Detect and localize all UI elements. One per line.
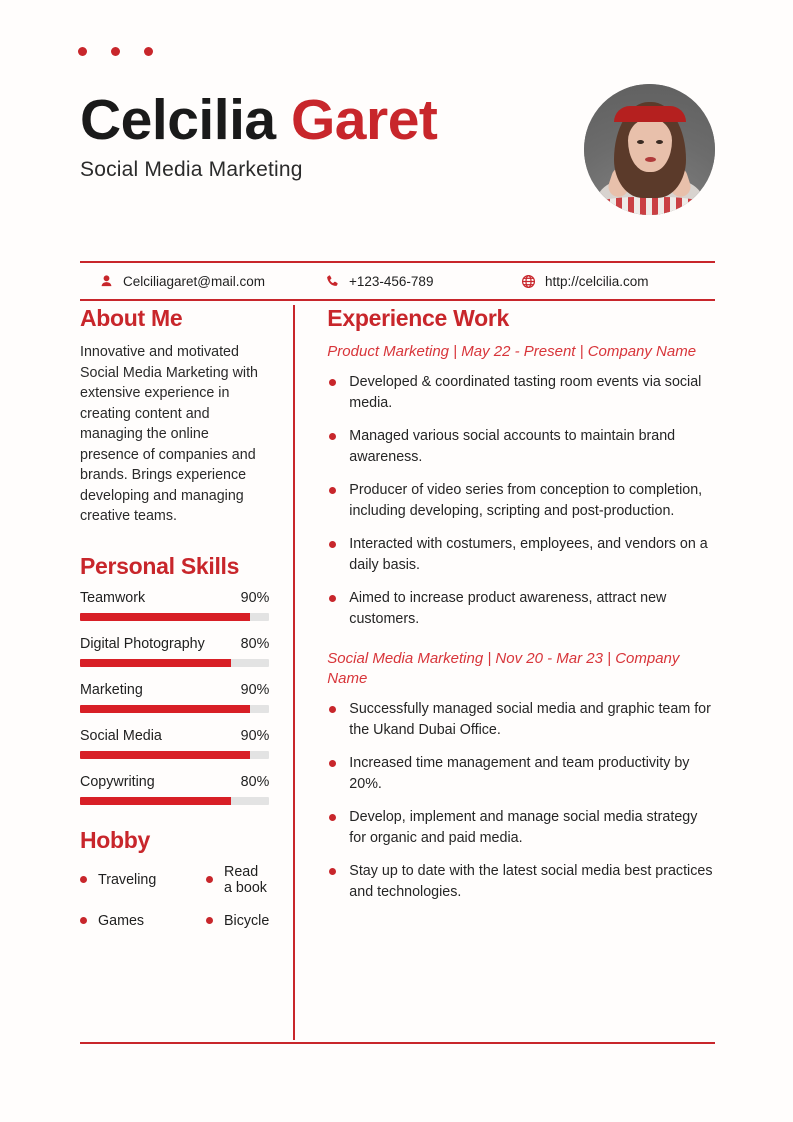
skill-bar-fill	[80, 797, 231, 805]
skill-bar-fill	[80, 705, 250, 713]
skill-bar	[80, 659, 269, 667]
skill-bar-fill	[80, 751, 250, 759]
skill-label: Marketing	[80, 681, 143, 698]
list-item: Aimed to increase product awareness, attract new customers.	[327, 588, 715, 629]
skill-value: 90%	[240, 727, 270, 744]
avatar-eye-right	[656, 140, 663, 144]
job-heading: Product Marketing | May 22 - Present | Company Name	[327, 343, 697, 360]
skill-item	[80, 728, 269, 759]
list-item: Successfully managed social media and graphic team for the Ukand Dubai Office.	[327, 699, 715, 740]
hobby-label: Read a book	[224, 863, 267, 896]
list-item: Stay up to date with the latest social media best practices and technologies.	[327, 861, 715, 902]
person-icon	[98, 273, 114, 289]
skill-bar-fill	[80, 613, 250, 621]
globe-icon	[520, 273, 536, 289]
hobby-title: Hobby	[80, 826, 151, 853]
body-columns	[80, 305, 715, 1040]
skills-section	[80, 553, 269, 805]
experience-job	[327, 649, 715, 902]
bullet-icon	[206, 876, 213, 883]
hobby-label: Games	[98, 912, 145, 929]
skill-item	[80, 636, 269, 667]
skill-label: Teamwork	[80, 589, 146, 606]
bullet-icon	[206, 917, 213, 924]
list-item: Producer of video series from conception to completion, including developing, scripting and post-production.	[327, 480, 715, 521]
skill-item	[80, 590, 269, 621]
list-item: Managed various social accounts to maintain brand awareness.	[327, 426, 715, 467]
contact-phone[interactable]	[308, 273, 504, 289]
list-item	[206, 913, 269, 929]
job-bullets	[327, 372, 715, 629]
contact-phone-text: +123-456-789	[349, 273, 434, 289]
hobby-list	[80, 864, 269, 929]
contact-website-text: http://celcilia.com	[545, 273, 649, 289]
job-heading: Social Media Marketing | Nov 20 - Mar 23 | Company Name	[327, 650, 680, 687]
about-title: About Me	[80, 305, 183, 331]
experience-title: Experience Work	[327, 305, 510, 331]
job-subtitle: Social Media Marketing	[80, 158, 303, 181]
list-item: Develop, implement and manage social media strategy for organic and paid media.	[327, 807, 715, 848]
bullet-icon	[80, 876, 87, 883]
dot-1	[78, 47, 87, 56]
contact-bar	[80, 261, 715, 301]
skill-bar	[80, 751, 269, 759]
skill-label: Social Media	[80, 727, 162, 744]
list-item	[80, 913, 206, 929]
bottom-rule	[80, 1042, 715, 1044]
list-item	[80, 864, 206, 896]
skill-bar	[80, 797, 269, 805]
skill-bar	[80, 705, 269, 713]
skill-value: 90%	[240, 589, 270, 606]
experience-job	[327, 342, 715, 629]
bullet-icon	[80, 917, 87, 924]
hobby-label: Bicycle	[224, 912, 270, 929]
skills-title: Personal Skills	[80, 552, 240, 579]
skill-item	[80, 682, 269, 713]
skill-bar	[80, 613, 269, 621]
right-column	[295, 305, 715, 1040]
list-item: Interacted with costumers, employees, and vendors on a daily basis.	[327, 534, 715, 575]
first-name: Celcilia	[80, 88, 276, 152]
about-text: Innovative and motivated Social Media Marketing with extensive experience in creating content and managing the online presence of companies and brands. Brings experience developing and managing creative teams.	[80, 344, 258, 524]
decorative-dots	[78, 47, 153, 56]
job-bullets	[327, 699, 715, 902]
left-column	[80, 305, 293, 1040]
about-section	[80, 305, 269, 527]
list-item: Developed & coordinated tasting room events via social media.	[327, 372, 715, 413]
last-name: Garet	[290, 88, 438, 152]
contact-website[interactable]	[504, 273, 715, 289]
skill-bar-fill	[80, 659, 231, 667]
avatar-headband	[614, 106, 686, 122]
skill-value: 80%	[240, 635, 270, 652]
dot-3	[144, 47, 153, 56]
list-item	[206, 864, 269, 896]
contact-email-text: Celciliagaret@mail.com	[123, 273, 265, 289]
skill-value: 90%	[240, 681, 270, 698]
dot-2	[111, 47, 120, 56]
skill-item	[80, 774, 269, 805]
contact-email[interactable]	[80, 273, 308, 289]
hobby-section	[80, 827, 269, 929]
list-item: Increased time management and team productivity by 20%.	[327, 753, 715, 794]
avatar	[584, 84, 715, 215]
hobby-label: Traveling	[98, 871, 157, 888]
skill-label: Digital Photography	[80, 635, 205, 652]
skill-label: Copywriting	[80, 773, 155, 790]
avatar-lips	[645, 157, 656, 162]
phone-icon	[324, 273, 340, 289]
avatar-eye-left	[637, 140, 644, 144]
avatar-pattern	[592, 197, 708, 215]
skill-value: 80%	[240, 773, 270, 790]
